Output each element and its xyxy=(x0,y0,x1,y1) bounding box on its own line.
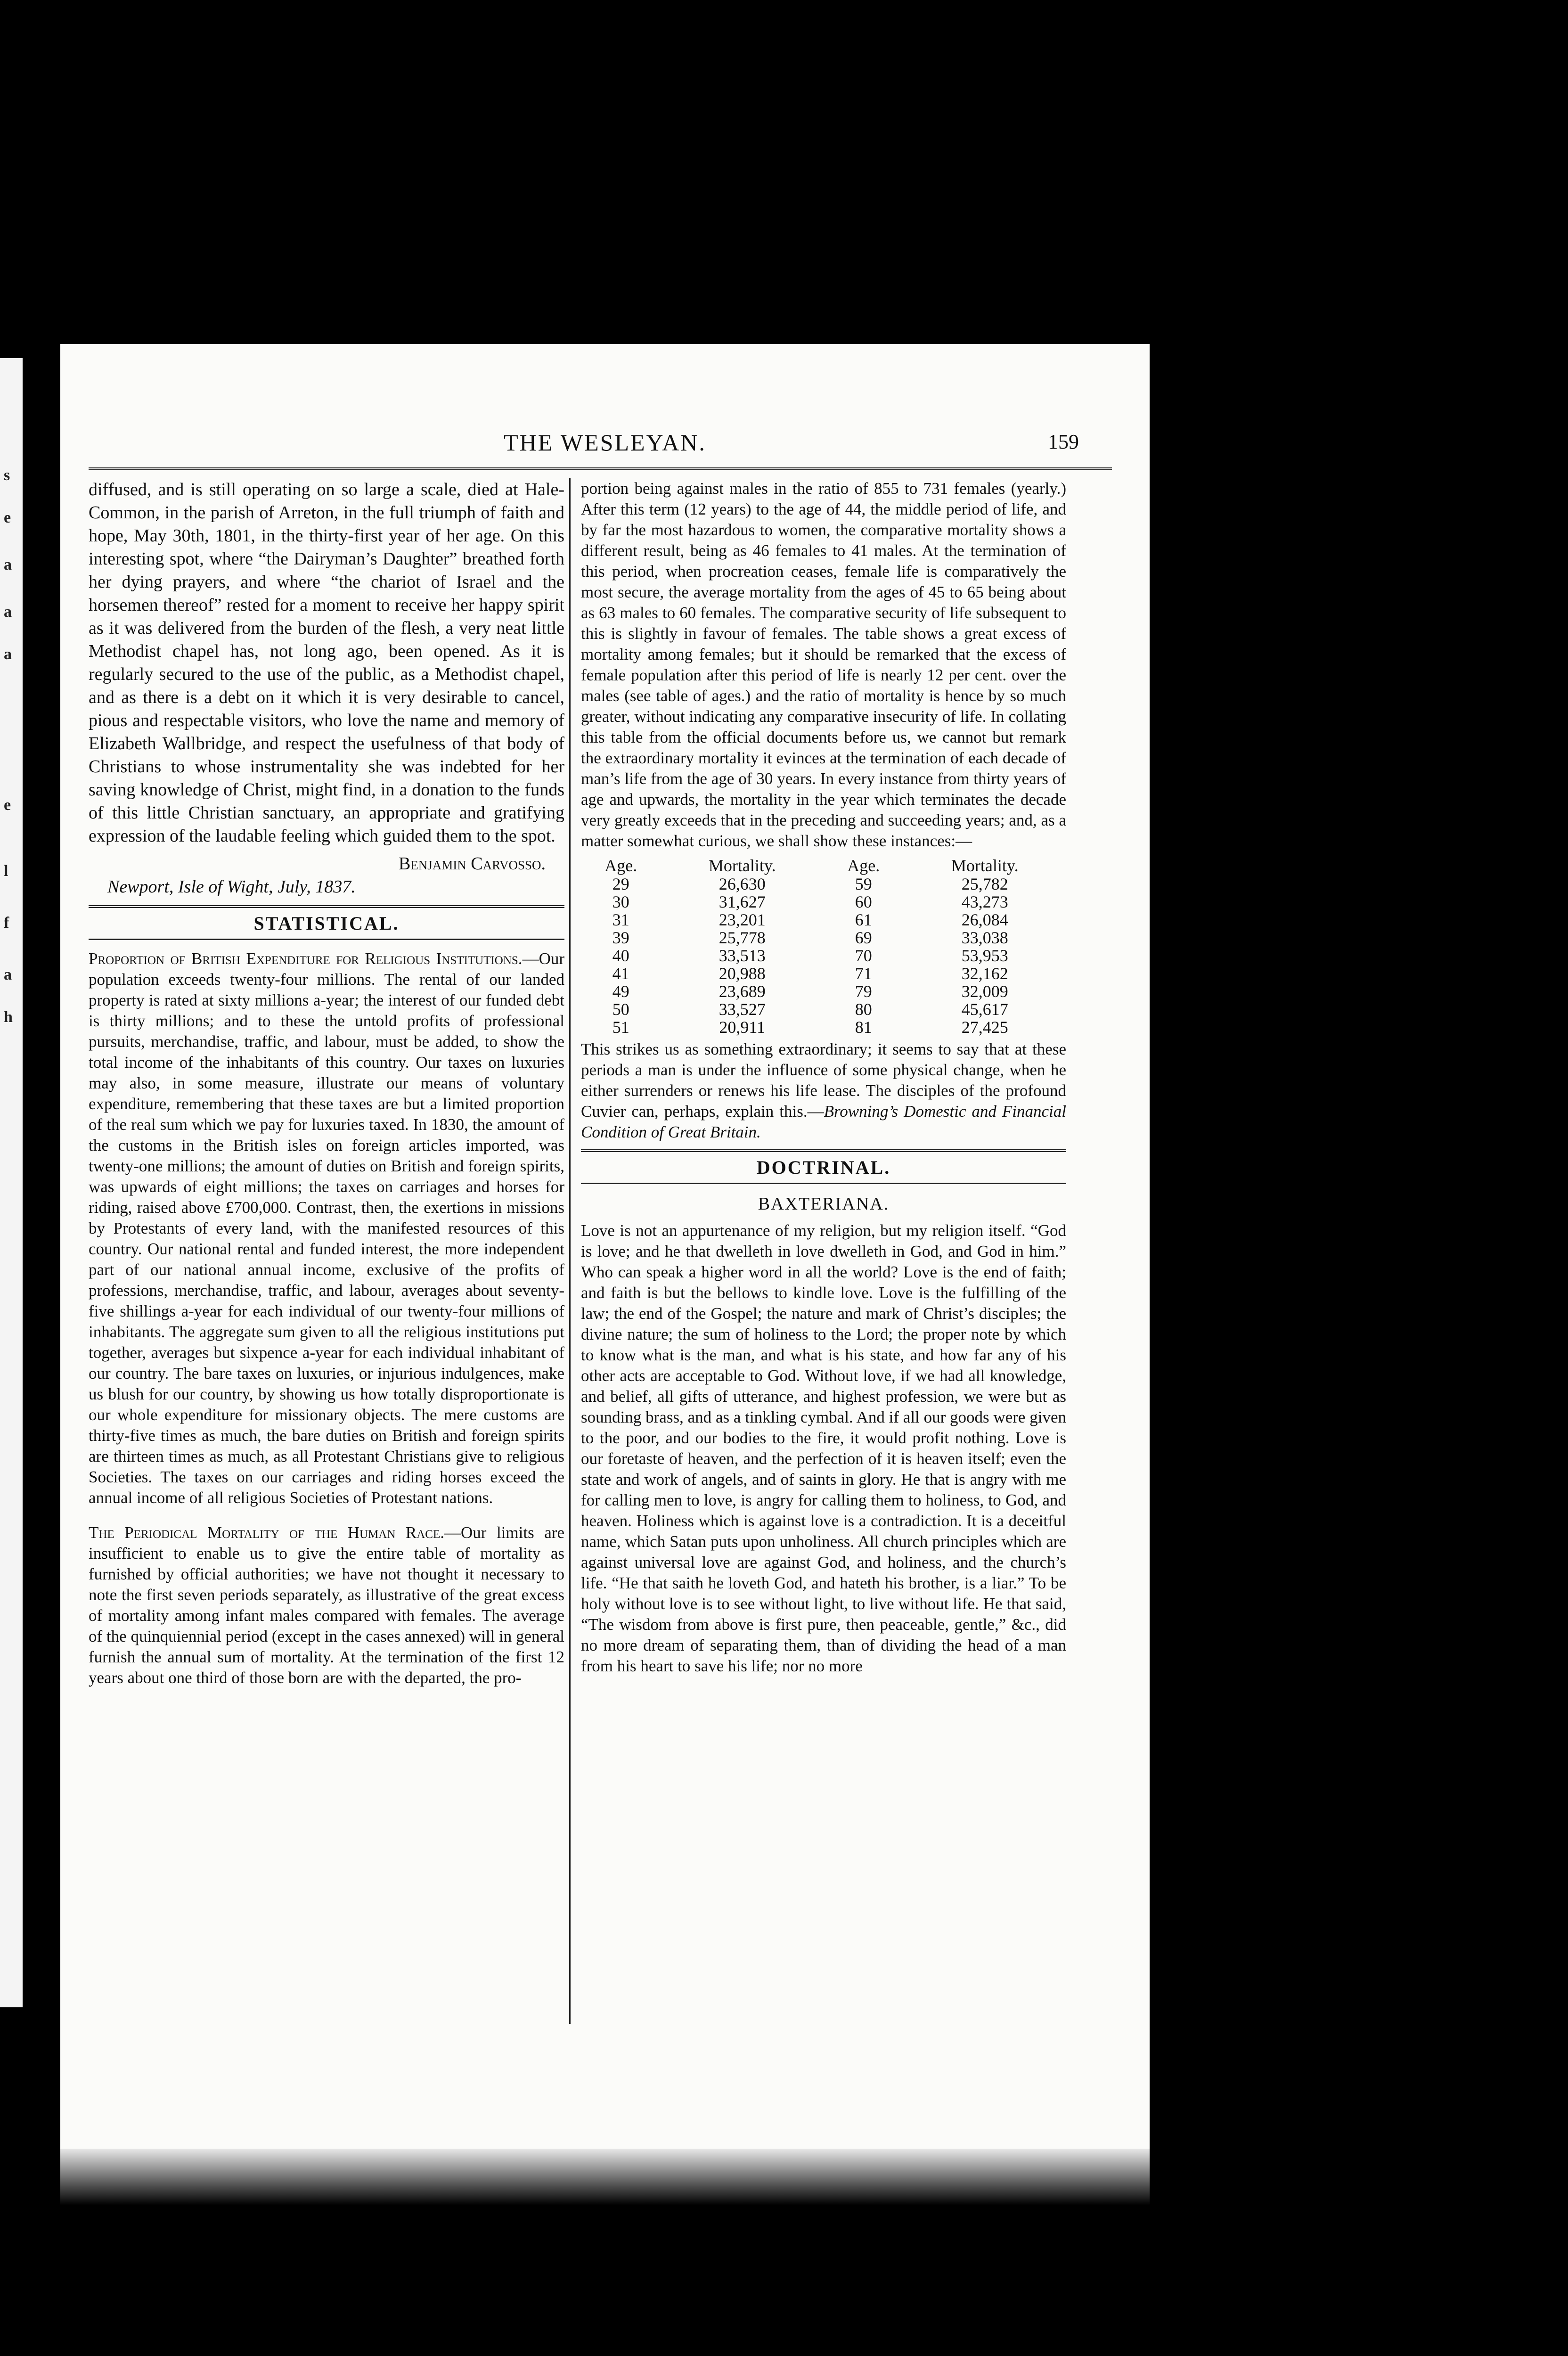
journal-title: THE WESLEYAN. xyxy=(504,429,706,456)
table-cell: 80 xyxy=(855,1000,872,1019)
column-header: Mortality. xyxy=(708,856,776,875)
table-cell: 45,617 xyxy=(961,1000,1008,1019)
page-number: 159 xyxy=(1048,430,1079,453)
mortality-continuation: portion being against males in the ratio of 855 to 731 females (yearly.) After this term (12 years) to the age of 44, the middle period of life, and by far the most hazardous to women, the comparative mortality shows a different result, being as 46 females to 41 males. At the termination of this period, when procreation ceases, female life is comparatively the most secure, the average mortality from the ages of 45 to 65 being about as 63 males to 60 females. The comparative security of life subsequent to this is slightly in favour of females. The table shows a great excess of mortality among females; but it should be remarked that the excess of female population after this period of life is nearly 12 per cent. over the males (see table of ages.) and the ratio of mortality is hence by so much greater, without indicating any comparative insecurity of life. In collating this table from the official documents before us, we cannot but remark the extraordinary mortality it evinces at the termination of each decade of man’s life from the age of 30 years. In every instance from thirty years of age and upwards, the mortality in the year which terminates the decade very greatly exceeds that in the preceding and succeeding years; and, as a matter somewhat curious, we shall show these instances:— xyxy=(581,479,1066,850)
left-column xyxy=(89,478,564,1693)
margin-letter: a xyxy=(4,966,12,983)
table-cell: 41 xyxy=(612,964,629,983)
right-column xyxy=(581,478,1066,1681)
column-header: Age. xyxy=(847,856,880,875)
table-cell: 61 xyxy=(855,910,872,929)
table-row xyxy=(581,893,1066,911)
table-cell: 20,911 xyxy=(719,1018,766,1037)
column-divider xyxy=(569,478,571,2024)
mortality-conclusion xyxy=(581,1039,1066,1143)
statistical-paragraph-mortality xyxy=(89,1522,564,1688)
mortality-table xyxy=(581,856,1066,1036)
subheading-baxteriana: BAXTERIANA. xyxy=(758,1194,890,1214)
table-header-row xyxy=(581,856,1066,875)
page-edge-shadow xyxy=(60,2149,1150,2205)
table-cell: 70 xyxy=(855,946,872,965)
table-cell: 39 xyxy=(612,928,629,947)
table-cell: 79 xyxy=(855,982,872,1001)
statistical-paragraph-expenditure xyxy=(89,949,564,1508)
table-cell: 51 xyxy=(612,1018,629,1037)
table-row xyxy=(581,875,1066,893)
header-rule xyxy=(89,467,1112,470)
margin-letter: f xyxy=(4,914,9,932)
column-header: Mortality. xyxy=(951,856,1019,875)
adjacent-page-fragment xyxy=(0,358,23,2007)
paragraph-body: —Our population exceeds twenty-four millions. The rental of our landed property is rated at sixty millions a-year; the interest of our funded debt is thirty millions; and to these the untold profits of professional pursuits, merchandise, traffic, and labour, must be added, to show the total income of the inhabitants of this country. Our taxes on luxuries may also, in some measure, illustrate our means of voluntary expenditure, remembering that these taxes are but a limited proportion of the real sum which we pay for luxuries taxed. In 1830, the amount of the customs in the British isles on foreign articles imported, was twenty-one millions; the amount of duties on British and foreign spirits, was upwards of eight millions; the taxes on carriages and horses for riding, raised above £700,000. Contrast, then, the exertions in missions by Protestants of every land, with the manifested resources of this country. Our national rental and funded interest, the more independent part of our national annual income, exclusive of the profits of professions, merchandise, traffic, and labour, averages about seventy-five shillings a-year for each individual of our twenty-four millions of inhabitants. The aggregate sum given to all the religious institutions put together, averages but sixpence a-year for each individual inhabitant of our country. The bare taxes on luxuries, or injurious indulgences, make us blush for our country, by showing us how totally disproportionate is our whole expenditure for missionary objects. The mere customs are thirty-five times as much, the bare duties on British and foreign spirits are thirteen times as much, as all Protestant Christians give to religious Societies. The taxes on our carriages and riding horses exceed the annual income of all religious Societies of Protestant nations. xyxy=(89,949,564,1507)
section-heading-statistical: STATISTICAL. xyxy=(89,905,564,940)
table-row xyxy=(581,1018,1066,1036)
table-cell: 33,513 xyxy=(719,946,766,965)
margin-letter: h xyxy=(4,1008,13,1026)
table-cell: 20,988 xyxy=(719,964,766,983)
table-row xyxy=(581,982,1066,1000)
margin-letter: a xyxy=(4,603,12,621)
table-cell: 33,527 xyxy=(719,1000,766,1019)
table-row xyxy=(581,947,1066,965)
table-row xyxy=(581,965,1066,982)
table-cell: 40 xyxy=(612,946,629,965)
table-cell: 29 xyxy=(612,875,629,893)
table-row xyxy=(581,1000,1066,1018)
table-cell: 71 xyxy=(855,964,872,983)
table-cell: 23,689 xyxy=(719,982,766,1001)
table-cell: 30 xyxy=(612,892,629,911)
running-header xyxy=(60,429,1150,466)
table-cell: 50 xyxy=(612,1000,629,1019)
table-cell: 23,201 xyxy=(719,910,766,929)
table-cell: 31 xyxy=(612,910,629,929)
table-cell: 33,038 xyxy=(961,928,1008,947)
table-row xyxy=(581,911,1066,929)
table-cell: 32,009 xyxy=(961,982,1008,1001)
table-cell: 32,162 xyxy=(961,964,1008,983)
table-cell: 26,084 xyxy=(961,910,1008,929)
margin-letter: s xyxy=(4,466,10,484)
margin-letter: a xyxy=(4,646,12,663)
paragraph-lead: The Periodical Mortality of the Human Race. xyxy=(89,1523,445,1542)
table-cell: 69 xyxy=(855,928,872,947)
table-cell: 59 xyxy=(855,875,872,893)
paragraph-body: —Our limits are insufficient to enable us to give the entire table of mortality as furnished by official authorities; we have not thought it necessary to note the first seven periods separately, as illustrative of the great excess of mortality among infant males compared with females. The average of the quinquiennial period (except in the cases annexed) will in general furnish the annual sum of mortality. At the termination of the first 12 years about one third of those born are with the departed, the pro- xyxy=(89,1523,564,1687)
table-cell: 25,778 xyxy=(719,928,766,947)
margin-letter: e xyxy=(4,796,11,814)
table-cell: 60 xyxy=(855,892,872,911)
article-continuation: diffused, and is still operating on so large a scale, died at Hale-Common, in the parish of Arreton, in the full triumph of faith and hope, May 30th, 1801, in the thirty-first year of her age. On this interesting spot, where “the Dairyman’s Daughter” breathed forth her dying prayers, and where “the chariot of Israel and the horsemen thereof” rested for a moment to receive her happy spirit as it was delivered from the burden of the flesh, a very neat little Methodist chapel has, not long ago, been opened. As it is regularly secured to the use of the public, as a Methodist chapel, and as there is a debt on it which it is very desirable to cancel, pious and respectable visitors, who love the name and memory of Elizabeth Wallbridge, and respect the usefulness of that body of Christians to whose instrumentality she was indebted for her saving knowledge of Christ, might find, in a donation to the funds of this little Christian sanctuary, an appropriate and gratifying expression of the laudable feeling which guided them to the spot. xyxy=(89,480,564,846)
table-cell: 27,425 xyxy=(961,1018,1008,1037)
section-heading-doctrinal: DOCTRINAL. xyxy=(581,1149,1066,1184)
baxteriana-paragraph: Love is not an appurtenance of my religion, but my religion itself. “God is love; and he that dwelleth in love dwelleth in God, and God in him.” Who can speak a higher word in all the world? Love is the end of faith; and faith is but the bellows to kindle love. Love is the fulfilling of the law; the end of the Gospel; the nature and mark of Christ’s disciples; the divine nature; the sum of holiness to the Lord; the proper note by which to know what is the man, and what is his state, and how far any of his other acts are acceptable to God. Without love, if we had all knowledge, and belief, all gifts of utterance, and highest profession, we were but as sounding brass, and as a tinkling cymbal. And if all our goods were given to the poor, and our bodies to the fire, it would profit nothing. Love is our foretaste of heaven, and the perfection of it is heaven itself; even the state and work of angels, and of saints in glory. He that is angry with me for calling men to love, is angry for calling them to holiness, to God, and heaven. Holiness which is against love is a contradiction. It is a deceitful name, which Satan puts upon unholiness. All church principles which are against universal love are against God, and holiness, and the church’s life. “He that saith he loveth God, and hateth his brother, is a liar.” To be holy without love is to see without light, to live without life. He that said, “The wisdom from above is first pure, then peaceable, gentle,” &c., did no more dream of separating them, than of dividing the head of a man from his heart to save his life; nor no more xyxy=(581,1221,1066,1675)
table-cell: 53,953 xyxy=(961,946,1008,965)
column-header: Age. xyxy=(604,856,637,875)
dateline: Newport, Isle of Wight, July, 1837. xyxy=(107,877,356,897)
margin-letter: a xyxy=(4,556,12,573)
author-signature: Benjamin Carvosso. xyxy=(398,854,546,874)
table-cell: 49 xyxy=(612,982,629,1001)
source-citation: Browning’s Domestic and Financial Condition of Great Britain. xyxy=(581,1102,1066,1141)
table-cell: 81 xyxy=(855,1018,872,1037)
table-cell: 25,782 xyxy=(961,875,1008,893)
paragraph-body: This strikes us as something extraordinary; it seems to say that at these periods a man is under the influence of some physical change, when he either surrenders or renews his life lease. The disciples of the profound Cuvier can, perhaps, explain this.— xyxy=(581,1040,1066,1121)
journal-page xyxy=(60,344,1150,2182)
table-row xyxy=(581,929,1066,947)
table-cell: 43,273 xyxy=(961,892,1008,911)
paragraph-lead: Proportion of British Expenditure for Religious Institutions. xyxy=(89,949,523,968)
table-cell: 26,630 xyxy=(719,875,766,893)
margin-letter: e xyxy=(4,509,11,526)
table-cell: 31,627 xyxy=(719,892,766,911)
margin-letter: l xyxy=(4,862,8,880)
